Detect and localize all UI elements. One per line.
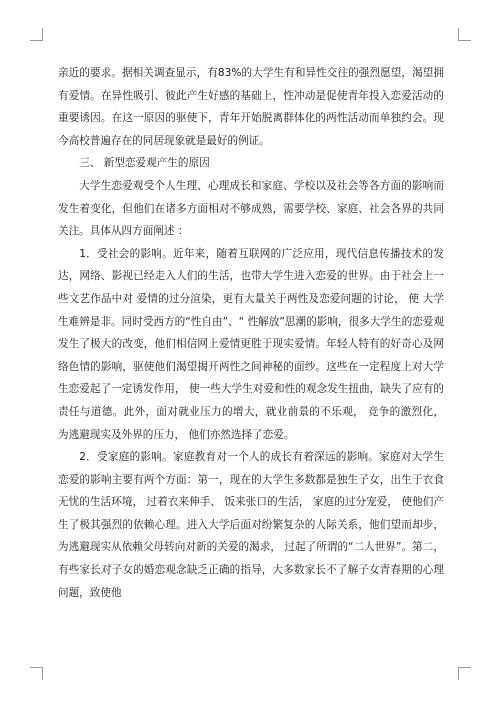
paragraph-intro: 大学生恋爱观受个人生理、心理成长和家庭、学校以及社会等各方面的影响而发生着变化，但他们在诸多方面相对不够成熟，需要学校、家庭、社会各界的共同关注。具体从四方面阐述 ： bbox=[58, 179, 444, 238]
crop-mark-bottom-right bbox=[458, 667, 471, 680]
crop-mark-top-left bbox=[30, 28, 43, 41]
paragraph-social-influence: 1．受社会的影响。近年来，随着互联网的广泛应用，现代信息传播技术的发达，网络、影视已经走入人们的生活，也带大学生进入恋爱的世界。由于社会上一些文艺作品中对 爱情的过分渲染，更有大量关于两性及恋爱问题的讨论， 使 大学生难辨是非。同时受西方的“性自由”、“ 性解放”思潮的影响，很多大学生的恋爱观发生了极大的改变，他们相信网上爱情更胜于现实爱情。年轻人特有的好奇心及网络色情的影响，驱使他们渴望揭开两性之间神秘的面纱。这些在一定程度上对大学生恋爱起了一定诱发作用， 使一些大学生对爱和性的观念发生扭曲，缺失了应有的责任与道德。此外，面对就业压力的增大，就业前景的不乐观， 竞争的激烈化， 为逃避现实及外界的压力， 他们亦然选择了恋爱。 bbox=[58, 247, 444, 441]
crop-mark-bottom-left bbox=[30, 667, 43, 680]
section-heading: 三、 新型恋爱观产生的原因 bbox=[79, 157, 210, 170]
document-body bbox=[58, 62, 444, 604]
paragraph-continuation: 亲近的要求。据相关调查显示，有83%的大学生有和异性交往的强烈愿望，渴望拥有爱情。在异性吸引、彼此产生好感的基础上，性冲动是促使青年投入恋爱活动的重要诱因。在这一原因的驱使下，青年开始脱离群体化的两性活动而单独约会。现今高校普遍存在的同居现象就是最好的例证。 bbox=[58, 67, 444, 147]
crop-mark-top-right bbox=[458, 28, 471, 41]
paragraph-family-influence: 2．受家庭的影响。家庭教育对一个人的成长有着深远的影响。家庭对大学生恋爱的影响主要有两个方面：第一，现在的大学生多数都是独生子女，出生于衣食无忧的生活环境， 过着衣来伸手、 饭来张口的生活， 家庭的过分宠爱， 使他们产生了极其强烈的依赖心理。进入大学后面对纷繁复杂的人际关系，他们望而却步，为逃避现实从依赖父母转向对新的关爱的渴求， 过起了所谓的“二人世界”。第二，有些家长对子女的婚恋观念缺乏正确的指导，大多数家长不了解子女青春期的心理问题，致使他 bbox=[58, 451, 444, 599]
